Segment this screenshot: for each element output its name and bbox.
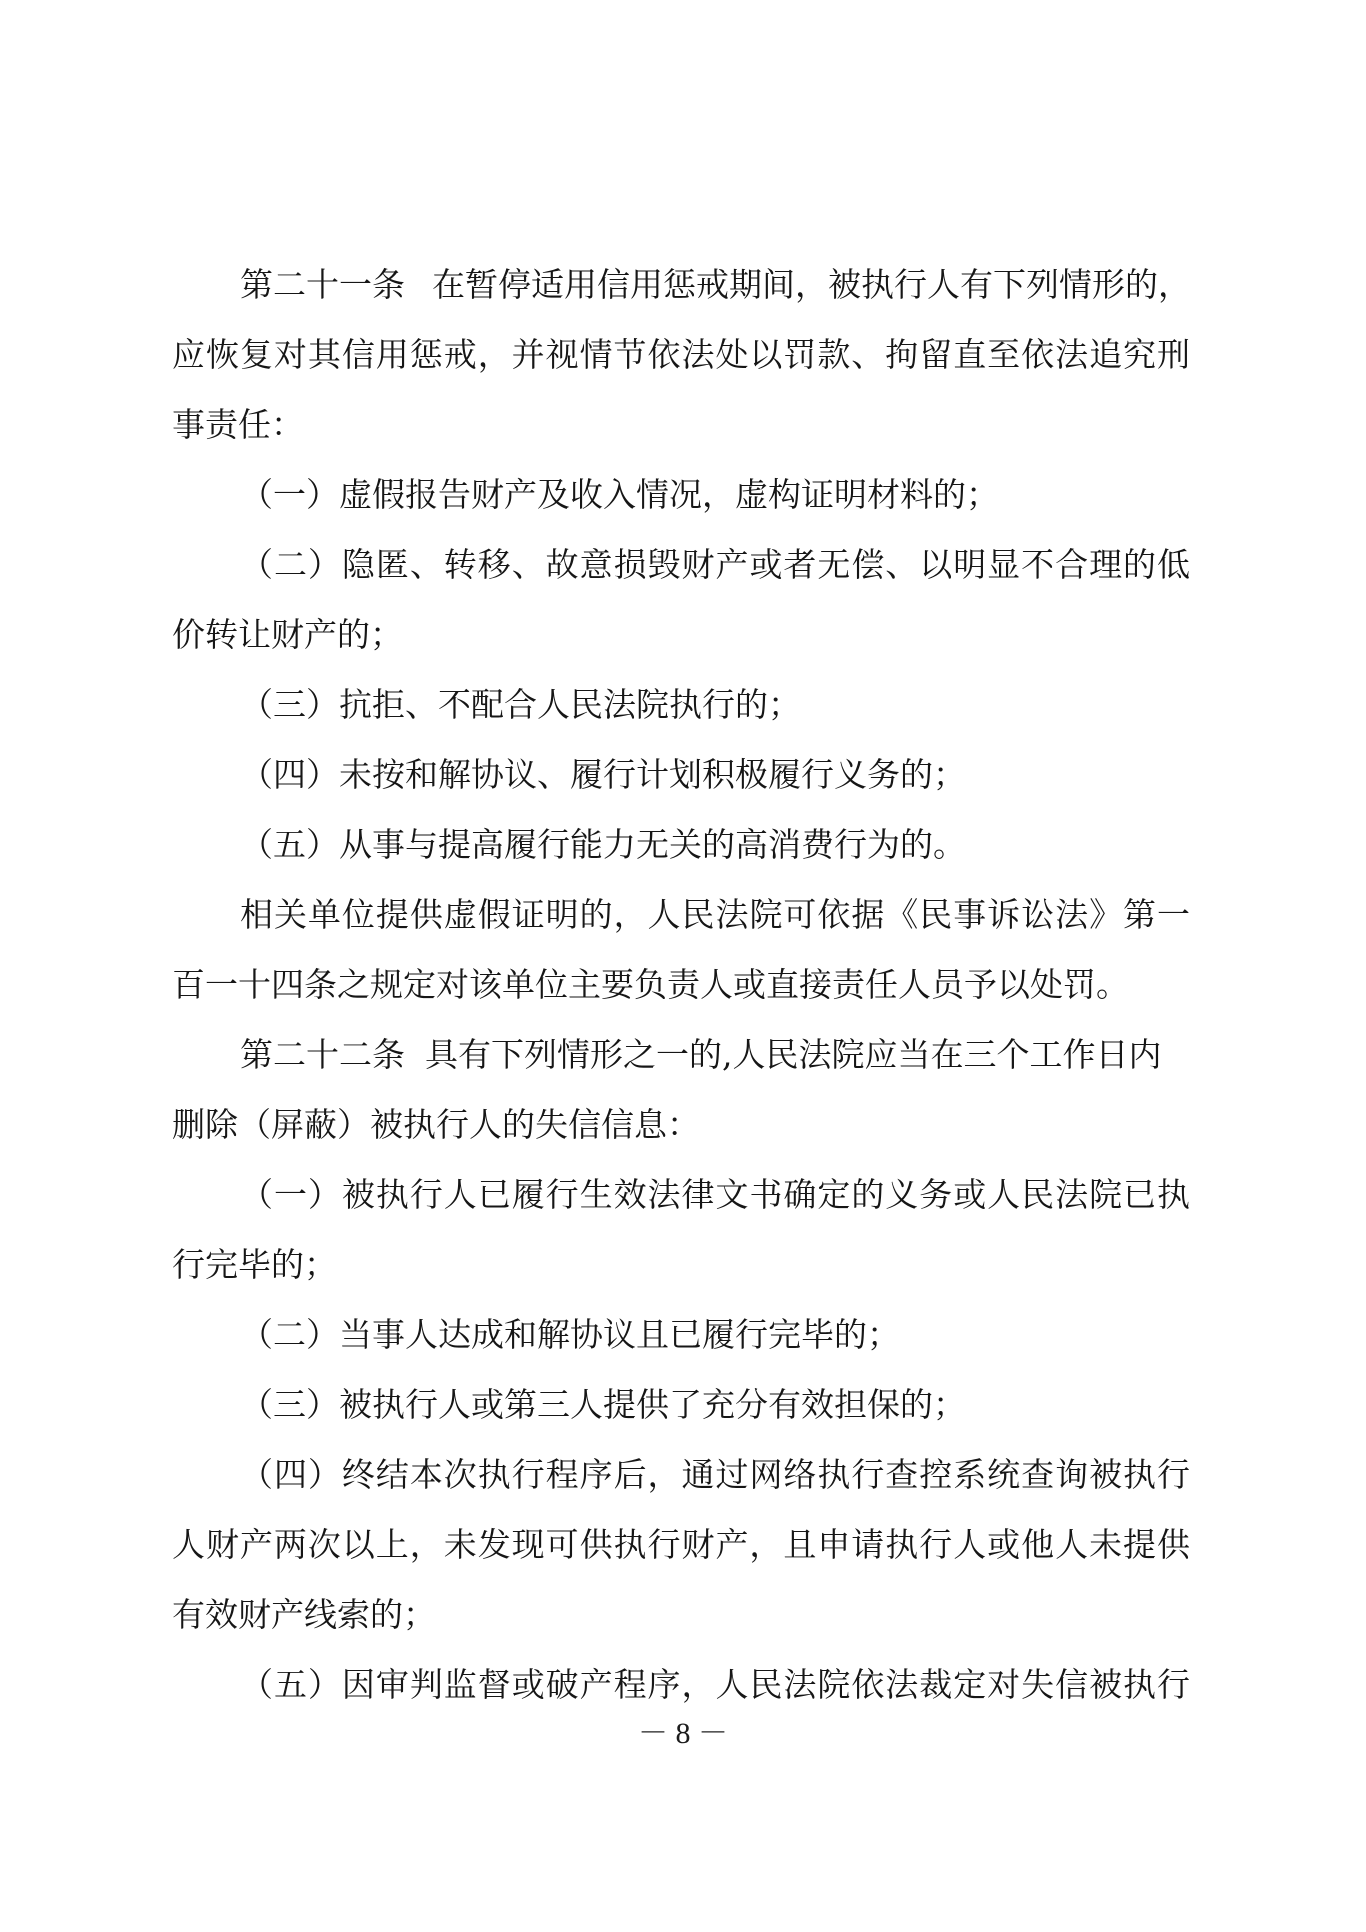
article-21-line-1	[0, 250, 1366, 320]
article-22-text-line-2: 删除（屏蔽）被执行人的失信信息：	[172, 1105, 700, 1144]
article-22-heading: 第二十二条	[240, 1035, 405, 1074]
article-21-note-text-line-2: 百一十四条之规定对该单位主要负责人或直接责任人员予以处罚。	[172, 965, 1129, 1004]
article-21-item-1-text: （一）虚假报告财产及收入情况，虚构证明材料的；	[240, 475, 999, 514]
article-22-item-5-text-line-1: （五）因审判监督或破产程序，人民法院依法裁定对失信被执行	[240, 1665, 1190, 1704]
article-22-item-2	[0, 1300, 1366, 1370]
article-22-line-2	[0, 1090, 1366, 1160]
article-22-item-1-text-line-2: 行完毕的；	[172, 1245, 337, 1284]
article-22-item-1-line-2	[0, 1230, 1366, 1300]
article-22-item-4-text-line-1: （四）终结本次执行程序后，通过网络执行查控系统查询被执行	[240, 1455, 1190, 1494]
article-22-text-line-1: 具有下列情形之一的,人民法院应当在三个工作日内	[425, 1035, 1162, 1074]
article-21-item-2-line-2	[0, 600, 1366, 670]
article-22-item-1-text-line-1: （一）被执行人已履行生效法律文书确定的义务或人民法院已执	[240, 1175, 1190, 1214]
article-21-item-4-text: （四）未按和解协议、履行计划积极履行义务的；	[240, 755, 966, 794]
article-21-note-text-line-1: 相关单位提供虚假证明的，人民法院可依据《民事诉讼法》第一	[240, 895, 1190, 934]
page-number: － 8 －	[638, 1717, 728, 1750]
article-22-line-1	[0, 1020, 1366, 1090]
article-21-text-line-1: 在暂停适用信用惩戒期间，被执行人有下列情形的，	[432, 265, 1191, 304]
article-21-item-4	[0, 740, 1366, 810]
article-22-item-4-text-line-2: 人财产两次以上，未发现可供执行财产，且申请执行人或他人未提供	[172, 1525, 1190, 1564]
article-21-item-3-text: （三）抗拒、不配合人民法院执行的；	[240, 685, 801, 724]
article-21-item-2-text-line-1: （二）隐匿、转移、故意损毁财产或者无偿、以明显不合理的低	[240, 545, 1190, 584]
article-22-item-4-line-2	[0, 1510, 1366, 1580]
article-22-item-2-text: （二）当事人达成和解协议且已履行完毕的；	[240, 1315, 900, 1354]
article-21-item-2-line-1	[0, 530, 1366, 600]
article-21-item-3	[0, 670, 1366, 740]
article-21-text-line-2: 应恢复对其信用惩戒，并视情节依法处以罚款、拘留直至依法追究刑	[172, 335, 1190, 374]
article-22-item-4-line-1	[0, 1440, 1366, 1510]
article-22-item-3	[0, 1370, 1366, 1440]
article-22-item-4-text-line-3: 有效财产线索的；	[172, 1595, 436, 1634]
article-21-item-5	[0, 810, 1366, 880]
article-21-line-2	[0, 320, 1366, 390]
article-21-note-line-1	[0, 880, 1366, 950]
article-21-item-1	[0, 460, 1366, 530]
article-21-text-line-3: 事责任：	[172, 405, 304, 444]
article-22-item-5-line-1	[0, 1650, 1366, 1720]
article-21-item-5-text: （五）从事与提高履行能力无关的高消费行为的。	[240, 825, 966, 864]
article-22-item-3-text: （三）被执行人或第三人提供了充分有效担保的；	[240, 1385, 966, 1424]
article-21-note-line-2	[0, 950, 1366, 1020]
article-21-heading: 第二十一条	[240, 265, 405, 304]
article-22-item-4-line-3	[0, 1580, 1366, 1650]
article-21-item-2-text-line-2: 价转让财产的；	[172, 615, 403, 654]
article-22-item-1-line-1	[0, 1160, 1366, 1230]
article-21-line-3	[0, 390, 1366, 460]
